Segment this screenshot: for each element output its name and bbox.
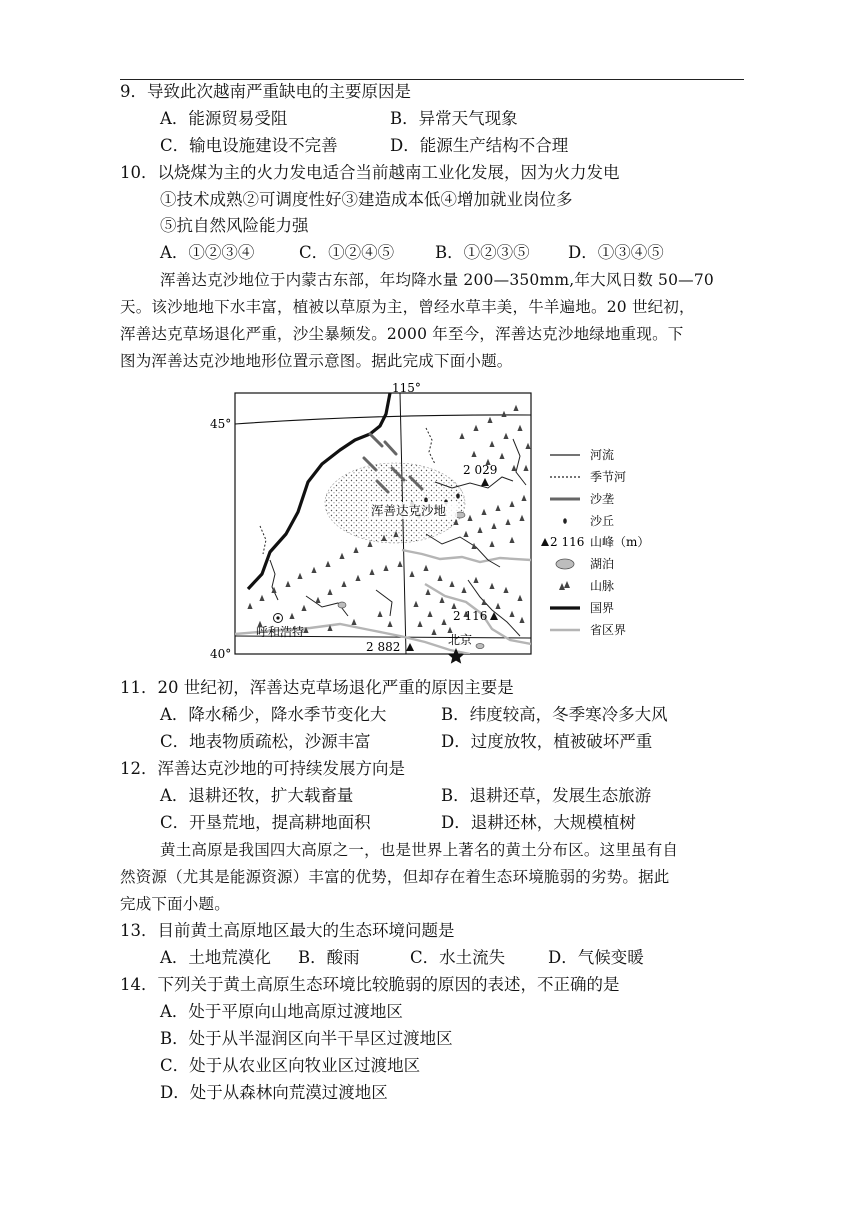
longitude-label: 115°	[392, 381, 421, 395]
passage2-line2: 然资源（尤其是能源资源）丰富的优势，但却存在着生态环境脆弱的劣势。据此	[120, 868, 670, 886]
q12-stem: 12．浑善达克沙地的可持续发展方向是	[120, 759, 405, 778]
q10-stem: 10．以烧煤为主的火力发电适合当前越南工业化发展，因为火力发电	[120, 163, 620, 182]
passage1-line2: 天。该沙地地下水丰富，植被以草原为主，曾经水草丰美，牛羊遍地。20 世纪初，	[120, 298, 695, 316]
q9-stem: 9．导致此次越南严重缺电的主要原因是	[120, 82, 411, 101]
q9-option-a[interactable]: A．能源贸易受阻	[160, 109, 288, 128]
latitude-label-top: 45°	[210, 417, 232, 431]
peak-elevation-south: 2 882	[366, 640, 401, 654]
q12-option-d[interactable]: D．退耕还林，大规模植树	[441, 813, 636, 832]
q13-option-c[interactable]: C．水土流失	[410, 948, 506, 967]
peak-elevation-east: 2 116	[453, 609, 488, 623]
legend-lake-label: 湖泊	[590, 557, 615, 571]
q10-option-c[interactable]: C．①②④⑤	[299, 243, 395, 262]
hohhot-marker-dot	[276, 616, 279, 619]
passage1-line4: 图为浑善达克沙地地形位置示意图。据此完成下面小题。	[120, 352, 513, 370]
q14-option-a[interactable]: A．处于平原向山地高原过渡地区	[160, 1002, 403, 1021]
q13-option-a[interactable]: A．土地荒漠化	[160, 948, 271, 967]
q13-option-b[interactable]: B．酸雨	[298, 948, 360, 967]
q9-option-c[interactable]: C．输电设施建设不完善	[160, 136, 338, 155]
q11-option-d[interactable]: D．过度放牧，植被破坏严重	[441, 732, 653, 751]
q10-items-line1: ①技术成熟②可调度性好③建造成本低④增加就业岗位多	[160, 190, 573, 209]
legend-lake-icon	[556, 559, 574, 569]
desert-label: 浑善达克沙地	[371, 503, 447, 518]
passage2-line1: 黄土高原是我国四大高原之一，也是世界上著名的黄土分布区。这里虽有自	[160, 841, 679, 859]
legend-river-label: 河流	[590, 448, 615, 462]
city-label-beijing: 北京	[448, 633, 473, 647]
peak-elevation-north: 2 029	[463, 463, 498, 477]
q14-option-d[interactable]: D．处于从森林向荒漠过渡地区	[160, 1083, 388, 1102]
q10-items-line2: ⑤抗自然风险能力强	[160, 216, 309, 235]
map-legend	[541, 447, 649, 637]
legend-border-label: 国界	[590, 601, 615, 615]
legend-sand-ridge-label: 沙垄	[590, 492, 615, 506]
legend-province-border-label: 省区界	[590, 623, 627, 637]
q10-option-d[interactable]: D．①③④⑤	[568, 243, 664, 262]
header-rule	[120, 79, 744, 80]
latitude-label-bottom: 40°	[210, 647, 232, 661]
q11-option-c[interactable]: C．地表物质疏松，沙源丰富	[160, 732, 371, 751]
terrain-location-map	[210, 381, 650, 666]
q10-option-a[interactable]: A．①②③④	[160, 243, 255, 262]
q11-stem: 11．20 世纪初，浑善达克草场退化严重的原因主要是	[120, 678, 514, 697]
city-label-hohhot: 呼和浩特	[256, 625, 305, 639]
q12-option-c[interactable]: C．开垦荒地，提高耕地面积	[160, 813, 371, 832]
legend-mountain-icon	[559, 581, 570, 590]
legend-peak-icon	[541, 538, 549, 546]
q13-option-d[interactable]: D．气候变暖	[548, 948, 644, 967]
q10-option-b[interactable]: B．①②③⑤	[435, 243, 530, 262]
passage1-line3: 浑善达克草场退化严重，沙尘暴频发。2000 年至今，浑善达克沙地绿地重现。下	[120, 325, 684, 343]
q11-option-b[interactable]: B．纬度较高，冬季寒冷多大风	[441, 705, 668, 724]
q12-option-a[interactable]: A．退耕还牧，扩大载畜量	[160, 786, 354, 805]
q14-option-c[interactable]: C．处于从农业区向牧业区过渡地区	[160, 1056, 421, 1075]
q14-option-b[interactable]: B．处于从半湿润区向半干旱区过渡地区	[160, 1029, 453, 1048]
passage2-line3: 完成下面小题。	[120, 895, 230, 913]
q9-option-d[interactable]: D．能源生产结构不合理	[390, 136, 569, 155]
legend-seasonal-river-label: 季节河	[590, 470, 627, 484]
q14-stem: 14．下列关于黄土高原生态环境比较脆弱的原因的表述，不正确的是	[120, 975, 620, 994]
q13-stem: 13．目前黄土高原地区最大的生态环境问题是	[120, 921, 455, 940]
legend-peak-label: 山峰（m）	[590, 535, 650, 549]
legend-dune-icon	[563, 518, 567, 524]
legend-peak-sample: 2 116	[550, 535, 585, 549]
q9-option-b[interactable]: B．异常天气现象	[390, 109, 518, 128]
q11-option-a[interactable]: A．降水稀少，降水季节变化大	[160, 705, 387, 724]
legend-mountain-label: 山脉	[590, 579, 615, 593]
q12-option-b[interactable]: B．退耕还草，发展生态旅游	[441, 786, 652, 805]
passage1-line1: 浑善达克沙地位于内蒙古东部，年均降水量 200—350mm,年大风日数 50—70	[160, 271, 714, 289]
legend-dune-label: 沙丘	[590, 514, 615, 528]
